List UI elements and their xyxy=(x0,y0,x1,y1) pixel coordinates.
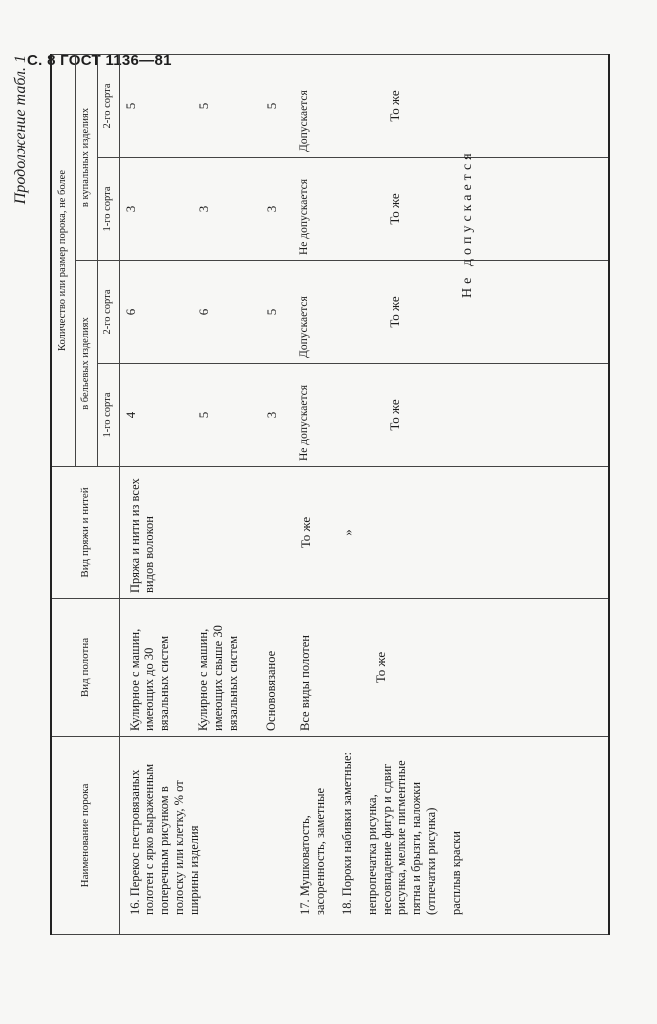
defect-17-name: 17. Мушковатость, засоренность, заметные xyxy=(295,737,337,935)
defect-18-name: 18. Пороки набивки заметные: непропечатка рисунка, несовпадение фигур и сдвиг рисунка, мелкие пигментные пятна и брызги, наложки (отпечатки рисунка) расплыв краски xyxy=(337,737,609,935)
value-16a-l2: 6 xyxy=(119,261,193,364)
value-16c-o1: 3 xyxy=(261,158,295,261)
defect-18-sub2: расплыв краски xyxy=(448,831,463,915)
header-outer-grade1: 1-го сорта xyxy=(97,158,119,261)
yarn-17: То же xyxy=(295,467,337,599)
table-row-17 xyxy=(295,55,337,935)
header-fabric-type: Вид полотна xyxy=(51,599,119,737)
fabric-16c: Основовязаное xyxy=(261,599,295,737)
header-row xyxy=(51,55,75,935)
value-16b-l2: 6 xyxy=(193,261,261,364)
value-16b-l1: 5 xyxy=(193,364,261,467)
value-17-o1: Не допускается xyxy=(295,158,337,261)
value-17-l2: Допускается xyxy=(295,261,337,364)
header-linen: в бельевых изделиях xyxy=(75,261,97,467)
header-yarn-type: Вид пряжи и нитей xyxy=(51,467,119,599)
value-18-o1: То же xyxy=(337,158,609,261)
fabric-16b: Кулирное с машин, имеющих свыше 30 вязальных систем xyxy=(193,599,261,737)
fabric-17: Все виды полотен xyxy=(295,599,337,737)
value-18-l1: То же xyxy=(337,364,609,467)
continuation-title: Продолжение табл. 1 xyxy=(12,55,29,205)
value-18-l2: То же Не допускается xyxy=(337,261,609,364)
value-16a-l1: 4 xyxy=(119,364,193,467)
value-16a-o1: 3 xyxy=(119,158,193,261)
defect-16-name: 16. Перекос пестровязаных полотен с ярко выраженным поперечным рисунком в полоску или клетку, % от ширины изделия xyxy=(119,737,295,935)
table-row-16a xyxy=(119,55,193,935)
value-16b-o1: 3 xyxy=(193,158,261,261)
value-17-l1: Не допускается xyxy=(295,364,337,467)
value-16c-o2: 5 xyxy=(261,55,295,158)
defect-18-sub1: непропечатка рисунка, несовпадение фигур и сдвиг рисунка, мелкие пигментные пятна и брызги, наложки (отпечатки рисунка) xyxy=(364,760,438,915)
header-quantity-group: Количество или размер порока, не более xyxy=(51,55,75,467)
fabric-16a: Кулирное с машин, имеющих до 30 вязальных систем xyxy=(119,599,193,737)
value-16c-l2: 5 xyxy=(261,261,295,364)
page-header: С. 8 ГОСТ 1136—81 xyxy=(27,52,172,69)
value-18-o2: То же xyxy=(337,55,609,158)
header-defect-name: Наименование порока xyxy=(51,737,119,935)
header-linen-grade1: 1-го сорта xyxy=(97,364,119,467)
yarn-16: Пряжа и нити из всех видов волокон xyxy=(119,467,295,599)
fabric-18: То же xyxy=(337,599,609,737)
header-linen-grade2: 2-го сорта xyxy=(97,261,119,364)
table-row-18 xyxy=(337,55,609,935)
value-16c-l1: 3 xyxy=(261,364,295,467)
yarn-18: » xyxy=(337,467,609,599)
value-17-o2: Допускается xyxy=(295,55,337,158)
rotated-table-area xyxy=(12,55,610,935)
value-16a-o2: 5 xyxy=(119,55,193,158)
value-18-all: Не допускается xyxy=(460,149,476,298)
defects-table xyxy=(50,54,610,935)
header-outer-grade2: 2-го сорта xyxy=(97,55,119,158)
header-outer: в купальных изделиях xyxy=(75,55,97,261)
value-16b-o2: 5 xyxy=(193,55,261,158)
